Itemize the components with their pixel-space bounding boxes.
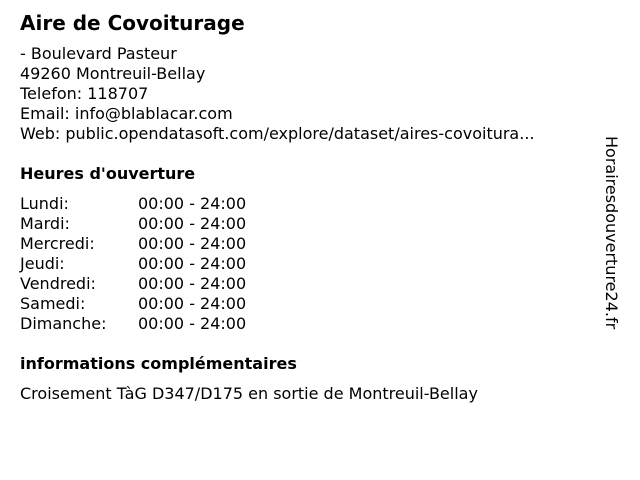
site-watermark: Horairesdouverture24.fr	[602, 136, 621, 330]
address-block	[20, 44, 535, 144]
info-text: Croisement TàG D347/D175 en sortie de Montreuil-Bellay	[20, 384, 478, 403]
street-line: - Boulevard Pasteur	[20, 44, 177, 63]
hours-row-wednesday	[20, 234, 246, 254]
info-heading: informations complémentaires	[20, 354, 297, 373]
time-value: 00:00 - 24:00	[138, 274, 247, 293]
time-value: 00:00 - 24:00	[138, 294, 247, 313]
day-label: Lundi:	[20, 194, 69, 213]
time-value: 00:00 - 24:00	[138, 254, 247, 273]
hours-row-monday	[20, 194, 246, 214]
hours-row-sunday	[20, 314, 246, 334]
hours-table	[20, 194, 246, 334]
day-label: Dimanche:	[20, 314, 107, 333]
day-label: Mercredi:	[20, 234, 95, 253]
time-value: 00:00 - 24:00	[138, 214, 247, 233]
hours-row-tuesday	[20, 214, 246, 234]
page-title: Aire de Covoiturage	[20, 11, 245, 35]
time-value: 00:00 - 24:00	[138, 194, 247, 213]
time-value: 00:00 - 24:00	[138, 234, 247, 253]
hours-row-saturday	[20, 294, 246, 314]
hours-row-thursday	[20, 254, 246, 274]
hours-row-friday	[20, 274, 246, 294]
time-value: 00:00 - 24:00	[138, 314, 247, 333]
day-label: Mardi:	[20, 214, 70, 233]
hours-heading: Heures d'ouverture	[20, 164, 196, 183]
city-line: 49260 Montreuil-Bellay	[20, 64, 206, 83]
email-line: Email: info@blablacar.com	[20, 104, 233, 123]
phone-line: Telefon: 118707	[20, 84, 149, 103]
day-label: Jeudi:	[20, 254, 65, 273]
day-label: Vendredi:	[20, 274, 96, 293]
web-line: Web: public.opendatasoft.com/explore/dataset/aires-covoitura...	[20, 124, 535, 143]
day-label: Samedi:	[20, 294, 86, 313]
